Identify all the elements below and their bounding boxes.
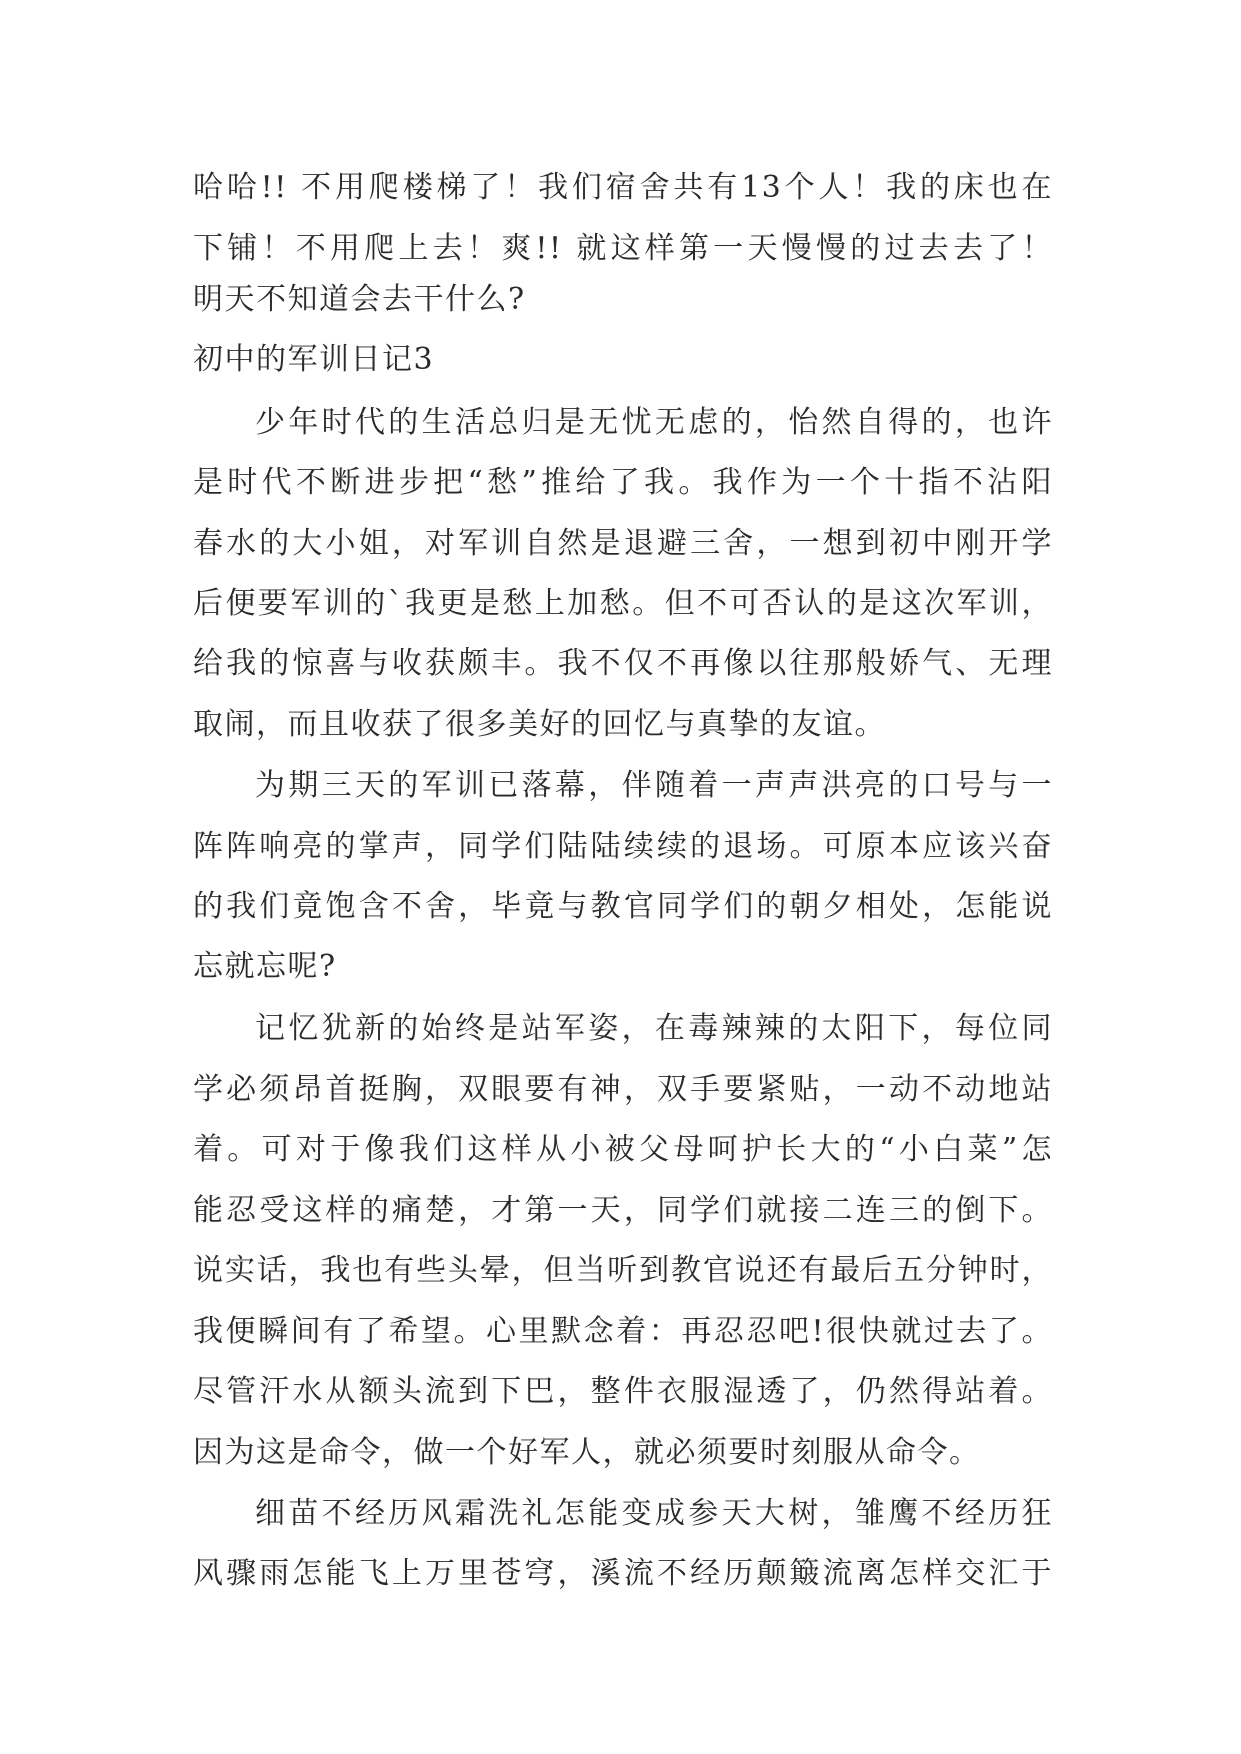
body-text-line: 春水的大小姐，对军训自然是退避三舍，一想到初中刚开学 — [193, 526, 1053, 561]
paragraph-first-line: 细苗不经历风霜洗礼怎能变成参天大树，雏鹰不经历狂 — [255, 1496, 1053, 1531]
paragraph-first-line: 为期三天的军训已落幕，伴随着一声声洪亮的口号与一 — [255, 768, 1053, 803]
body-text-line: 因为这是命令，做一个好军人，就必须要时刻服从命令。 — [193, 1435, 981, 1470]
paragraph-first-line: 记忆犹新的始终是站军姿，在毒辣辣的太阳下，每位同 — [255, 1011, 1053, 1046]
body-text-line: 着。可对于像我们这样从小被父母呵护长大的“小白菜”怎 — [193, 1132, 1053, 1167]
body-text-line: 哈哈!! 不用爬楼梯了！我们宿舍共有13个人！我的床也在 — [193, 170, 1053, 205]
body-text-line: 说实话，我也有些头晕，但当听到教官说还有最后五分钟时， — [193, 1253, 1053, 1288]
body-text-line: 给我的惊喜与收获颇丰。我不仅不再像以往那般娇气、无理 — [193, 646, 1053, 681]
body-text-line: 的我们竟饱含不舍，毕竟与教官同学们的朝夕相处，怎能说 — [193, 889, 1053, 924]
body-text-line: 尽管汗水从额头流到下巴，整件衣服湿透了，仍然得站着。 — [193, 1374, 1053, 1409]
body-text-line: 风骤雨怎能飞上万里苍穹，溪流不经历颠簸流离怎样交汇于 — [193, 1556, 1053, 1591]
paragraph-first-line: 少年时代的生活总归是无忧无虑的，怡然自得的，也许 — [255, 405, 1053, 440]
section-heading: 初中的军训日记3 — [193, 342, 435, 377]
body-text-line: 下铺！不用爬上去！爽!! 就这样第一天慢慢的过去去了！ — [193, 231, 1053, 266]
body-text-line: 后便要军训的`我更是愁上加愁。但不可否认的是这次军训， — [193, 586, 1053, 621]
body-text-line: 是时代不断进步把“愁”推给了我。我作为一个十指不沾阳 — [193, 465, 1053, 500]
body-text-line: 阵阵响亮的掌声，同学们陆陆续续的退场。可原本应该兴奋 — [193, 829, 1053, 864]
body-text-line: 学必须昂首挺胸，双眼要有神，双手要紧贴，一动不动地站 — [193, 1072, 1053, 1107]
body-text-line: 忘就忘呢? — [193, 949, 337, 984]
body-text-line: 我便瞬间有了希望。心里默念着：再忍忍吧!很快就过去了。 — [193, 1314, 1053, 1349]
body-text-line: 取闹，而且收获了很多美好的回忆与真挚的友谊。 — [193, 707, 886, 742]
body-text-line: 能忍受这样的痛楚，才第一天，同学们就接二连三的倒下。 — [193, 1193, 1053, 1228]
body-text-line: 明天不知道会去干什么? — [193, 282, 526, 317]
